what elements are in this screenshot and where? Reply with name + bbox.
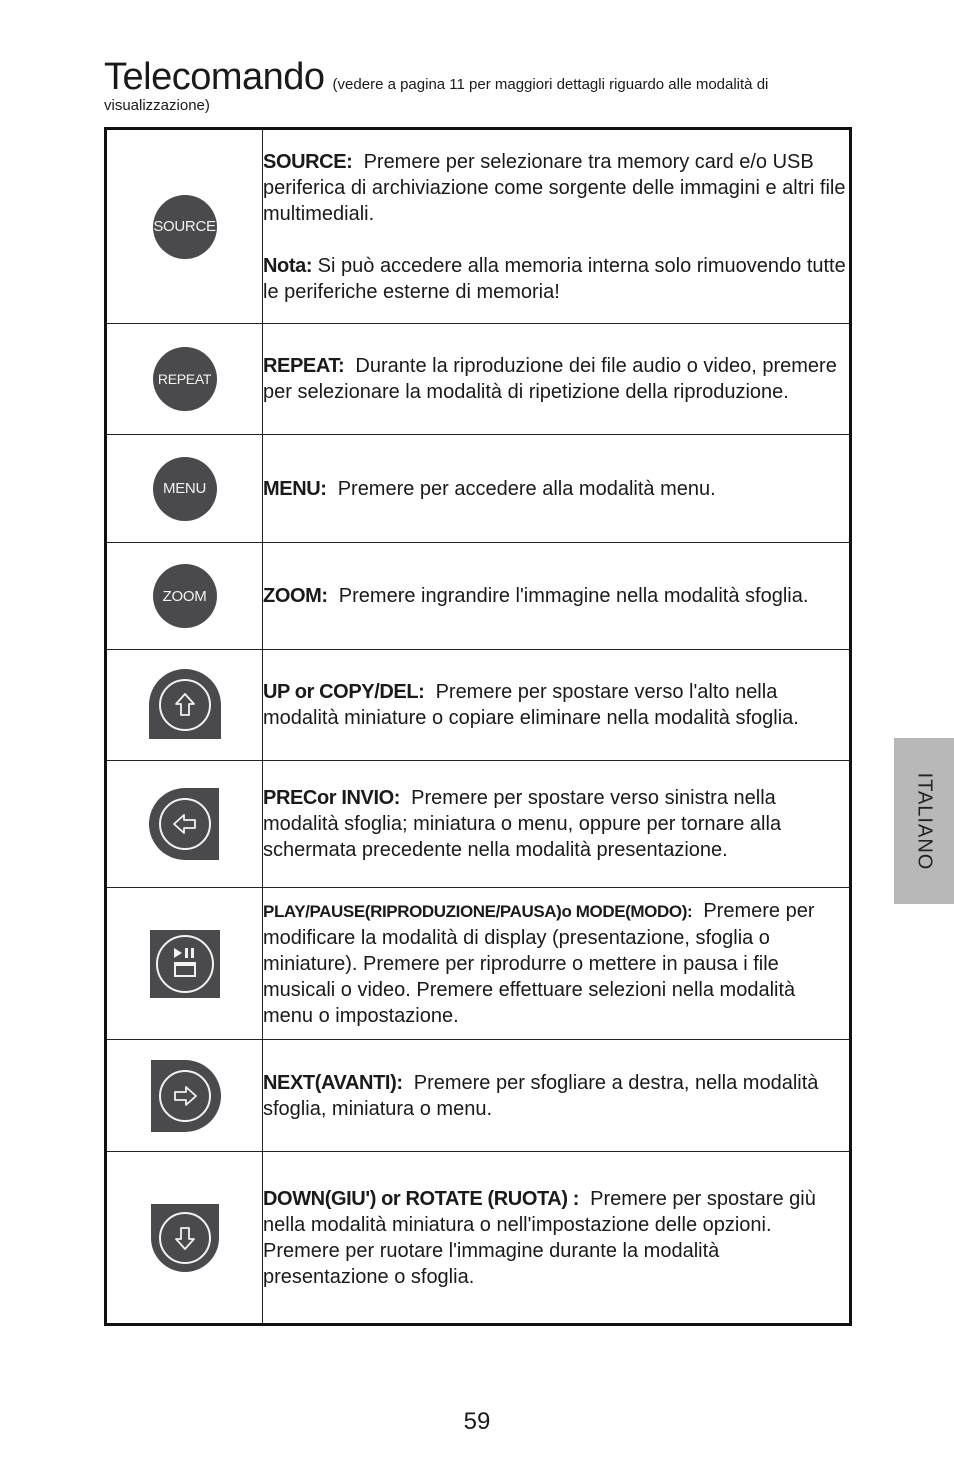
remote-control-table (104, 127, 852, 1326)
icon-cell (106, 543, 263, 650)
icon-cell (106, 1040, 263, 1152)
row-label: MENU: (263, 477, 327, 500)
row-description: Premere per sfogliare a destra, nella modalità sfoglia, miniatura o menu. (263, 1071, 819, 1120)
icon-cell (106, 129, 263, 324)
play-pause-mode-icon (149, 929, 221, 999)
row-label: DOWN(GIU') or ROTATE (RUOTA) : (263, 1187, 580, 1210)
language-label: ITALIANO (913, 772, 936, 870)
down-arrow-icon (147, 1200, 223, 1276)
repeat-icon-label: REPEAT (157, 371, 212, 387)
description-cell (263, 1040, 851, 1152)
description-cell (263, 324, 851, 435)
table-row (106, 435, 851, 543)
source-icon-label: SOURCE (153, 218, 216, 235)
table-row (106, 888, 851, 1040)
icon-cell (106, 1152, 263, 1325)
table-row (106, 324, 851, 435)
table-row (106, 129, 851, 324)
zoom-icon-label: ZOOM (162, 587, 207, 605)
icon-cell (106, 435, 263, 543)
source-button-icon (153, 195, 217, 259)
description-cell (263, 650, 851, 761)
description-cell (263, 761, 851, 888)
page-number: 59 (463, 1408, 491, 1435)
row-label: UP or COPY/DEL: (263, 681, 425, 703)
table-row (106, 761, 851, 888)
table-row (106, 1152, 851, 1325)
description-cell (263, 1152, 851, 1325)
row-label: REPEAT: (263, 355, 345, 377)
language-side-tab (894, 738, 954, 904)
row-label: NEXT(AVANTI): (263, 1071, 403, 1094)
description-cell (263, 543, 851, 650)
row-description: Premere per selezionare tra memory card e/o USB periferica di archiviazione come sorgente delle immagini e altri file multimediali. (263, 150, 846, 225)
row-label: ZOOM: (263, 585, 328, 607)
description-cell (263, 129, 851, 324)
table-row (106, 1040, 851, 1152)
table-row (106, 650, 851, 761)
left-arrow-icon (147, 786, 223, 862)
page-subtitle-line1: (vedere a pagina 11 per maggiori dettagli riguardo alle modalità di (332, 76, 769, 93)
note-label: Nota: (263, 254, 313, 277)
description-cell (263, 888, 851, 1040)
table-row (106, 543, 851, 650)
row-description: Premere ingrandire l'immagine nella modalità sfoglia. (338, 585, 809, 607)
menu-icon-label: MENU (163, 480, 206, 497)
page-title: Telecomando (104, 56, 325, 98)
row-label: PLAY/PAUSE(RIPRODUZIONE/PAUSA)o MODE(MODO): (263, 902, 693, 921)
description-cell (263, 435, 851, 543)
row-description: Premere per modificare la modalità di display (presentazione, sfoglia o miniature). Premere per riprodurre o mettere in pausa i file musicali o video. Premere effettuare selezioni nella modalità menu o impostazione. (263, 900, 815, 1027)
icon-cell (106, 650, 263, 761)
icon-cell (106, 324, 263, 435)
icon-cell (106, 761, 263, 888)
row-label: SOURCE: (263, 150, 353, 173)
up-arrow-icon (147, 667, 223, 743)
row-description: Premere per spostare verso sinistra nella modalità sfoglia; miniatura o menu, oppure per tornare alla schermata precedente nella modalità presentazione. (263, 787, 782, 861)
row-description: Durante la riproduzione dei file audio o video, premere per selezionare la modalità di ripetizione della riproduzione. (263, 355, 837, 403)
row-description: Premere per spostare verso l'alto nella modalità miniature o copiare eliminare nella modalità sfoglia. (263, 681, 799, 729)
page-subtitle-line2: visualizzazione) (104, 97, 210, 114)
page-heading (104, 58, 824, 113)
row-label: PRECor INVIO: (263, 787, 401, 809)
menu-button-icon (153, 457, 217, 521)
zoom-button-icon (153, 564, 217, 628)
note-text: Si può accedere alla memoria interna solo rimuovendo tutte le periferiche esterne di memoria! (263, 254, 846, 303)
row-description: Premere per accedere alla modalità menu. (337, 477, 716, 500)
right-arrow-icon (147, 1058, 223, 1134)
repeat-button-icon (153, 347, 217, 411)
icon-cell (106, 888, 263, 1040)
row-description: Premere per spostare giù nella modalità miniatura o nell'impostazione delle opzioni. Premere per ruotare l'immagine durante la modalità presentazione o sfoglia. (263, 1187, 816, 1288)
